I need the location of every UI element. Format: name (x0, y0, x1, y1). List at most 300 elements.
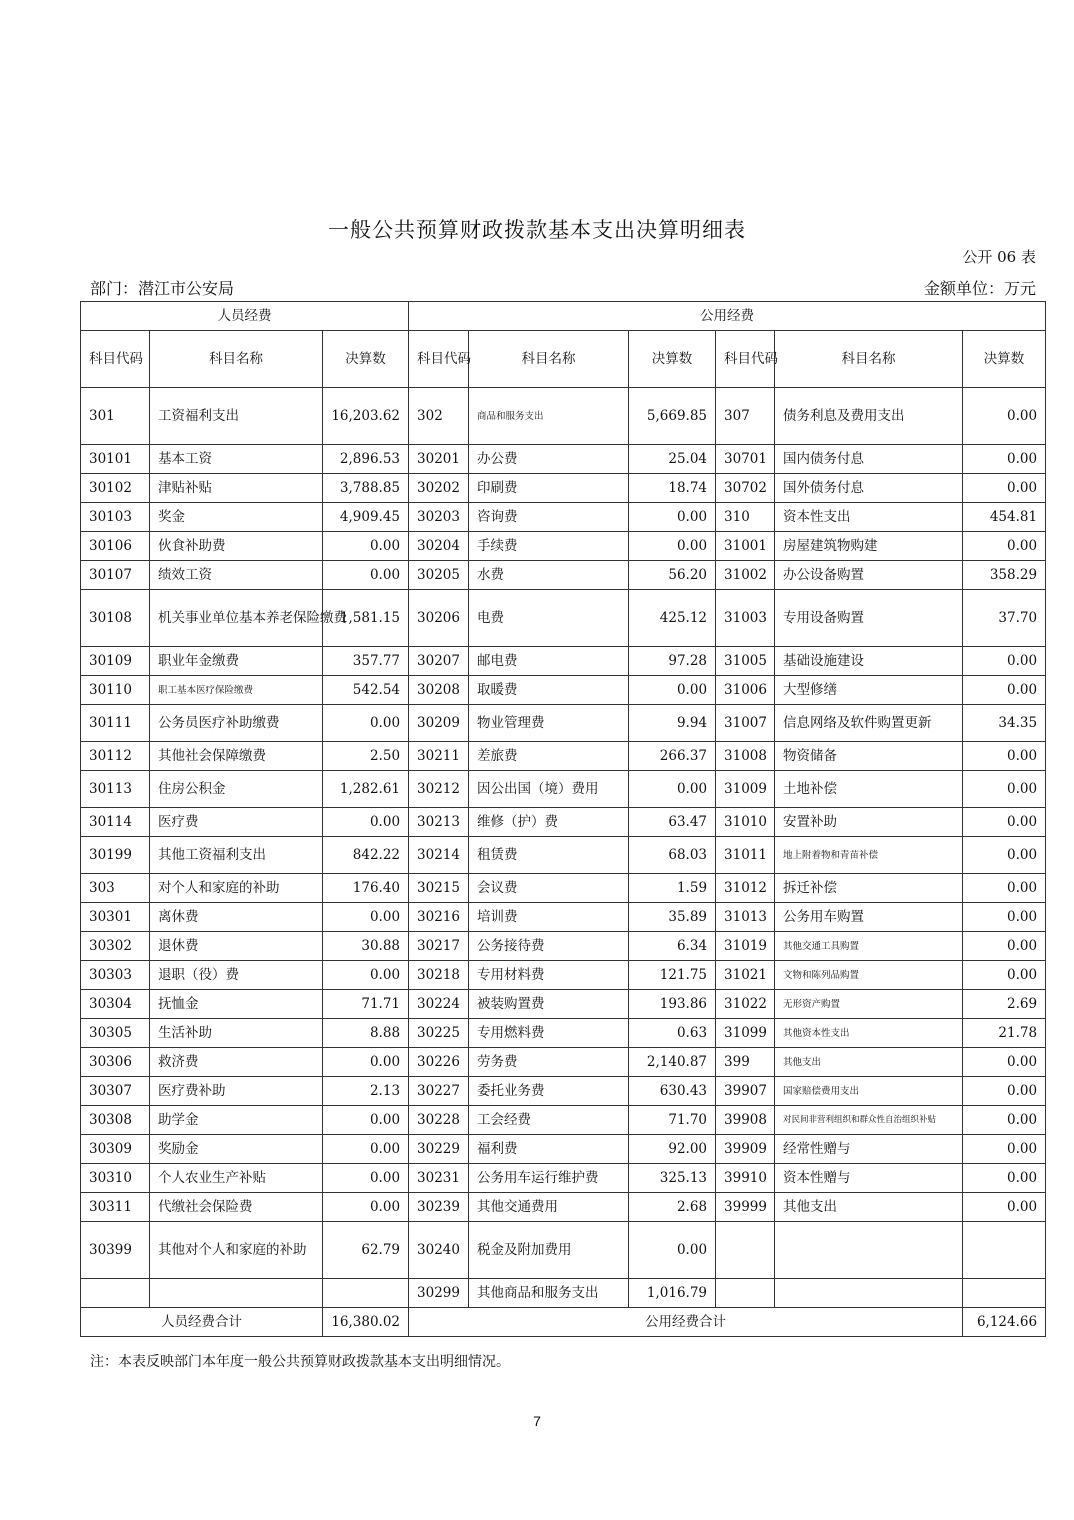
cell-name: 债务利息及费用支出 (775, 388, 963, 445)
cell-name: 职工基本医疗保险缴费 (150, 676, 323, 705)
cell-name: 信息网络及软件购置更新 (775, 705, 963, 742)
cell-name: 对个人和家庭的补助 (150, 874, 323, 903)
cell-code: 30303 (81, 961, 150, 990)
cell-code: 30306 (81, 1048, 150, 1077)
cell-amount: 0.00 (963, 808, 1046, 837)
cell-name: 专用燃料费 (469, 1019, 629, 1048)
table-row (81, 676, 1046, 705)
cell-code: 30299 (409, 1279, 469, 1308)
cell-name: 代缴社会保险费 (150, 1193, 323, 1222)
cell-amount: 0.00 (629, 532, 716, 561)
name-header: 科目名称 (150, 331, 323, 388)
cell-code: 303 (81, 874, 150, 903)
cell-name: 机关事业单位基本养老保险缴费 (150, 590, 323, 647)
cell-amount: 0.00 (323, 961, 409, 990)
cell-amount: 0.00 (323, 705, 409, 742)
cell-code: 30311 (81, 1193, 150, 1222)
expenditure-detail-table (80, 301, 1046, 1337)
cell-code: 30701 (716, 445, 775, 474)
public-total-value: 6,124.66 (963, 1308, 1046, 1337)
cell-code: 31010 (716, 808, 775, 837)
cell-name: 基本工资 (150, 445, 323, 474)
table-row (81, 1077, 1046, 1106)
cell-amount: 0.63 (629, 1019, 716, 1048)
cell-amount: 2.69 (963, 990, 1046, 1019)
cell-name: 救济费 (150, 1048, 323, 1077)
cell-amount: 0.00 (963, 1048, 1046, 1077)
cell-name: 公务用车购置 (775, 903, 963, 932)
code-header: 科目代码 (81, 331, 150, 388)
cell-name: 工会经费 (469, 1106, 629, 1135)
cell-amount: 37.70 (963, 590, 1046, 647)
code-header: 科目代码 (409, 331, 469, 388)
cell-code (716, 1279, 775, 1308)
cell-code: 399 (716, 1048, 775, 1077)
cell-code: 30101 (81, 445, 150, 474)
cell-code: 39999 (716, 1193, 775, 1222)
cell-amount: 425.12 (629, 590, 716, 647)
cell-amount: 0.00 (323, 903, 409, 932)
table-row (81, 961, 1046, 990)
table-row (81, 1019, 1046, 1048)
table-row (81, 1135, 1046, 1164)
cell-code: 30399 (81, 1222, 150, 1279)
table-row (81, 445, 1046, 474)
table-row (81, 990, 1046, 1019)
cell-code: 31006 (716, 676, 775, 705)
cell-amount: 1,581.15 (323, 590, 409, 647)
cell-name: 专用设备购置 (775, 590, 963, 647)
cell-amount: 0.00 (963, 742, 1046, 771)
cell-code: 31012 (716, 874, 775, 903)
cell-amount: 0.00 (963, 771, 1046, 808)
cell-code: 39909 (716, 1135, 775, 1164)
cell-amount: 0.00 (963, 532, 1046, 561)
cell-amount: 3,788.85 (323, 474, 409, 503)
cell-code: 30106 (81, 532, 150, 561)
cell-name: 其他交通工具购置 (775, 932, 963, 961)
cell-amount: 266.37 (629, 742, 716, 771)
table-row (81, 474, 1046, 503)
cell-amount: 0.00 (963, 1077, 1046, 1106)
cell-amount (963, 1279, 1046, 1308)
cell-name: 津贴补贴 (150, 474, 323, 503)
cell-amount: 2,140.87 (629, 1048, 716, 1077)
cell-name (150, 1279, 323, 1308)
cell-code: 30224 (409, 990, 469, 1019)
cell-amount: 71.71 (323, 990, 409, 1019)
cell-code: 30702 (716, 474, 775, 503)
cell-code: 30111 (81, 705, 150, 742)
cell-code: 30225 (409, 1019, 469, 1048)
cell-code: 30103 (81, 503, 150, 532)
cell-code: 31003 (716, 590, 775, 647)
cell-amount: 0.00 (963, 1135, 1046, 1164)
cell-name: 国家赔偿费用支出 (775, 1077, 963, 1106)
cell-name: 大型修缮 (775, 676, 963, 705)
cell-code: 30215 (409, 874, 469, 903)
cell-name: 水费 (469, 561, 629, 590)
cell-amount: 0.00 (963, 874, 1046, 903)
cell-code: 30228 (409, 1106, 469, 1135)
cell-code: 31099 (716, 1019, 775, 1048)
cell-name: 住房公积金 (150, 771, 323, 808)
cell-name: 个人农业生产补贴 (150, 1164, 323, 1193)
cell-name: 安置补助 (775, 808, 963, 837)
cell-code: 31022 (716, 990, 775, 1019)
cell-code: 30226 (409, 1048, 469, 1077)
amount-header: 决算数 (323, 331, 409, 388)
table-row (81, 705, 1046, 742)
cell-amount: 0.00 (963, 837, 1046, 874)
cell-code: 30207 (409, 647, 469, 676)
amount-header: 决算数 (629, 331, 716, 388)
cell-amount: 0.00 (323, 1106, 409, 1135)
cell-amount: 16,203.62 (323, 388, 409, 445)
cell-amount: 454.81 (963, 503, 1046, 532)
cell-code: 30112 (81, 742, 150, 771)
cell-name: 医疗费补助 (150, 1077, 323, 1106)
cell-name: 工资福利支出 (150, 388, 323, 445)
department-label: 部门：潜江市公安局 (90, 279, 235, 298)
cell-name: 其他支出 (775, 1048, 963, 1077)
cell-code: 30301 (81, 903, 150, 932)
cell-name (775, 1222, 963, 1279)
table-row (81, 874, 1046, 903)
cell-amount: 92.00 (629, 1135, 716, 1164)
cell-code: 30199 (81, 837, 150, 874)
table-row (81, 808, 1046, 837)
cell-name: 被装购置费 (469, 990, 629, 1019)
cell-code (716, 1222, 775, 1279)
cell-name: 其他支出 (775, 1193, 963, 1222)
cell-name: 奖金 (150, 503, 323, 532)
cell-amount (323, 1279, 409, 1308)
cell-code: 30302 (81, 932, 150, 961)
cell-code: 31009 (716, 771, 775, 808)
cell-amount: 71.70 (629, 1106, 716, 1135)
cell-amount: 0.00 (629, 1222, 716, 1279)
cell-name: 公务员医疗补助缴费 (150, 705, 323, 742)
cell-name: 土地补偿 (775, 771, 963, 808)
cell-name: 取暖费 (469, 676, 629, 705)
cell-code: 30109 (81, 647, 150, 676)
table-row (81, 590, 1046, 647)
cell-name: 其他交通费用 (469, 1193, 629, 1222)
cell-amount: 5,669.85 (629, 388, 716, 445)
cell-name: 国内债务付息 (775, 445, 963, 474)
cell-code: 30229 (409, 1135, 469, 1164)
unit-label: 金额单位：万元 (923, 279, 1036, 298)
cell-name: 专用材料费 (469, 961, 629, 990)
cell-code: 30208 (409, 676, 469, 705)
cell-amount: 0.00 (963, 1106, 1046, 1135)
cell-amount: 325.13 (629, 1164, 716, 1193)
table-row (81, 742, 1046, 771)
cell-amount: 8.88 (323, 1019, 409, 1048)
cell-amount: 2.50 (323, 742, 409, 771)
cell-amount: 542.54 (323, 676, 409, 705)
cell-amount: 1.59 (629, 874, 716, 903)
cell-name: 其他对个人和家庭的补助 (150, 1222, 323, 1279)
cell-amount: 842.22 (323, 837, 409, 874)
personnel-total-label: 人员经费合计 (81, 1308, 323, 1337)
cell-name: 奖励金 (150, 1135, 323, 1164)
cell-amount: 1,282.61 (323, 771, 409, 808)
cell-name: 公务用车运行维护费 (469, 1164, 629, 1193)
table-code: 公开 06 表 (962, 248, 1036, 266)
cell-amount: 0.00 (963, 1193, 1046, 1222)
cell-amount: 0.00 (963, 388, 1046, 445)
table-row (81, 903, 1046, 932)
cell-amount: 0.00 (963, 474, 1046, 503)
cell-amount (963, 1222, 1046, 1279)
cell-code: 301 (81, 388, 150, 445)
cell-name: 其他工资福利支出 (150, 837, 323, 874)
cell-name: 委托业务费 (469, 1077, 629, 1106)
cell-code: 39910 (716, 1164, 775, 1193)
cell-code: 30202 (409, 474, 469, 503)
cell-code: 302 (409, 388, 469, 445)
name-header: 科目名称 (775, 331, 963, 388)
cell-name: 离休费 (150, 903, 323, 932)
cell-code: 30309 (81, 1135, 150, 1164)
cell-name: 其他商品和服务支出 (469, 1279, 629, 1308)
cell-code: 30110 (81, 676, 150, 705)
cell-name: 拆迁补偿 (775, 874, 963, 903)
cell-code: 30212 (409, 771, 469, 808)
table-row (81, 647, 1046, 676)
cell-name: 基础设施建设 (775, 647, 963, 676)
cell-amount: 358.29 (963, 561, 1046, 590)
cell-amount: 97.28 (629, 647, 716, 676)
cell-amount: 0.00 (323, 1048, 409, 1077)
table-row (81, 1164, 1046, 1193)
cell-amount: 0.00 (963, 961, 1046, 990)
cell-amount: 4,909.45 (323, 503, 409, 532)
table-row (81, 771, 1046, 808)
cell-amount: 68.03 (629, 837, 716, 874)
cell-code: 30214 (409, 837, 469, 874)
cell-amount: 0.00 (963, 932, 1046, 961)
cell-amount: 1,016.79 (629, 1279, 716, 1308)
cell-amount: 0.00 (963, 445, 1046, 474)
cell-name: 房屋建筑物购建 (775, 532, 963, 561)
table-row (81, 1193, 1046, 1222)
cell-code: 39908 (716, 1106, 775, 1135)
cell-code: 30307 (81, 1077, 150, 1106)
cell-name: 生活补助 (150, 1019, 323, 1048)
cell-code: 30201 (409, 445, 469, 474)
table-row (81, 1048, 1046, 1077)
cell-name: 电费 (469, 590, 629, 647)
cell-code: 30310 (81, 1164, 150, 1193)
cell-amount: 0.00 (629, 771, 716, 808)
cell-amount: 630.43 (629, 1077, 716, 1106)
cell-code: 30305 (81, 1019, 150, 1048)
cell-amount: 0.00 (963, 903, 1046, 932)
cell-name: 物资储备 (775, 742, 963, 771)
cell-code: 31021 (716, 961, 775, 990)
public-total-label: 公用经费合计 (409, 1308, 963, 1337)
cell-amount: 56.20 (629, 561, 716, 590)
cell-amount: 0.00 (963, 1164, 1046, 1193)
cell-name: 物业管理费 (469, 705, 629, 742)
personnel-header: 人员经费 (81, 302, 409, 331)
cell-name: 维修（护）费 (469, 808, 629, 837)
cell-name: 商品和服务支出 (469, 388, 629, 445)
cell-amount: 0.00 (323, 561, 409, 590)
cell-code: 30102 (81, 474, 150, 503)
cell-amount: 0.00 (323, 808, 409, 837)
cell-amount: 2.13 (323, 1077, 409, 1106)
cell-code: 31008 (716, 742, 775, 771)
cell-amount: 193.86 (629, 990, 716, 1019)
cell-name: 资本性赠与 (775, 1164, 963, 1193)
cell-code: 30231 (409, 1164, 469, 1193)
table-row (81, 932, 1046, 961)
cell-code (81, 1279, 150, 1308)
cell-name: 伙食补助费 (150, 532, 323, 561)
cell-amount: 121.75 (629, 961, 716, 990)
cell-name: 办公费 (469, 445, 629, 474)
cell-code: 39907 (716, 1077, 775, 1106)
cell-name: 文物和陈列品购置 (775, 961, 963, 990)
table-row (81, 837, 1046, 874)
cell-name: 税金及附加费用 (469, 1222, 629, 1279)
personnel-total-value: 16,380.02 (323, 1308, 409, 1337)
cell-amount: 63.47 (629, 808, 716, 837)
table-row (81, 1222, 1046, 1279)
table-row (81, 503, 1046, 532)
cell-amount: 176.40 (323, 874, 409, 903)
cell-code: 30240 (409, 1222, 469, 1279)
cell-name: 国外债务付息 (775, 474, 963, 503)
cell-name: 邮电费 (469, 647, 629, 676)
page-title: 一般公共预算财政拨款基本支出决算明细表 (328, 218, 746, 242)
cell-amount: 34.35 (963, 705, 1046, 742)
cell-name: 福利费 (469, 1135, 629, 1164)
cell-name: 培训费 (469, 903, 629, 932)
cell-code: 31001 (716, 532, 775, 561)
cell-code: 30308 (81, 1106, 150, 1135)
cell-amount: 0.00 (323, 1135, 409, 1164)
cell-code: 30107 (81, 561, 150, 590)
cell-code: 30213 (409, 808, 469, 837)
cell-name: 公务接待费 (469, 932, 629, 961)
cell-name: 差旅费 (469, 742, 629, 771)
public-header: 公用经费 (409, 302, 1046, 331)
cell-code: 30216 (409, 903, 469, 932)
cell-code: 30304 (81, 990, 150, 1019)
cell-amount: 2.68 (629, 1193, 716, 1222)
cell-name: 无形资产购置 (775, 990, 963, 1019)
cell-name: 地上附着物和青苗补偿 (775, 837, 963, 874)
cell-code: 310 (716, 503, 775, 532)
cell-name (775, 1279, 963, 1308)
cell-amount: 2,896.53 (323, 445, 409, 474)
page-number: 7 (533, 1413, 541, 1429)
cell-code: 30211 (409, 742, 469, 771)
cell-code: 30206 (409, 590, 469, 647)
table-row (81, 532, 1046, 561)
table-row (81, 1279, 1046, 1308)
table-row (81, 561, 1046, 590)
cell-name: 资本性支出 (775, 503, 963, 532)
cell-amount: 0.00 (323, 532, 409, 561)
cell-code: 30227 (409, 1077, 469, 1106)
cell-amount: 0.00 (629, 676, 716, 705)
cell-amount: 0.00 (963, 676, 1046, 705)
cell-name: 医疗费 (150, 808, 323, 837)
cell-code: 30114 (81, 808, 150, 837)
cell-amount: 18.74 (629, 474, 716, 503)
cell-amount: 25.04 (629, 445, 716, 474)
cell-code: 31011 (716, 837, 775, 874)
cell-code: 31005 (716, 647, 775, 676)
cell-name: 劳务费 (469, 1048, 629, 1077)
cell-code: 30217 (409, 932, 469, 961)
table-row (81, 388, 1046, 445)
cell-name: 因公出国（境）费用 (469, 771, 629, 808)
cell-name: 助学金 (150, 1106, 323, 1135)
cell-code: 30239 (409, 1193, 469, 1222)
cell-name: 抚恤金 (150, 990, 323, 1019)
cell-name: 对民间非营利组织和群众性自治组织补贴 (775, 1106, 963, 1135)
cell-name: 其他社会保障缴费 (150, 742, 323, 771)
cell-name: 其他资本性支出 (775, 1019, 963, 1048)
cell-code: 30108 (81, 590, 150, 647)
code-header: 科目代码 (716, 331, 775, 388)
cell-amount: 6.34 (629, 932, 716, 961)
cell-code: 307 (716, 388, 775, 445)
cell-amount: 357.77 (323, 647, 409, 676)
cell-amount: 0.00 (963, 647, 1046, 676)
cell-name: 会议费 (469, 874, 629, 903)
cell-code: 30205 (409, 561, 469, 590)
cell-name: 绩效工资 (150, 561, 323, 590)
cell-name: 职业年金缴费 (150, 647, 323, 676)
cell-code: 31019 (716, 932, 775, 961)
cell-name: 印刷费 (469, 474, 629, 503)
cell-name: 退职（役）费 (150, 961, 323, 990)
cell-code: 31007 (716, 705, 775, 742)
cell-name: 退休费 (150, 932, 323, 961)
cell-name: 咨询费 (469, 503, 629, 532)
cell-name: 租赁费 (469, 837, 629, 874)
cell-amount: 0.00 (323, 1164, 409, 1193)
cell-amount: 0.00 (323, 1193, 409, 1222)
cell-amount: 30.88 (323, 932, 409, 961)
cell-code: 31013 (716, 903, 775, 932)
cell-amount: 62.79 (323, 1222, 409, 1279)
cell-code: 31002 (716, 561, 775, 590)
cell-name: 经常性赠与 (775, 1135, 963, 1164)
cell-name: 办公设备购置 (775, 561, 963, 590)
cell-code: 30218 (409, 961, 469, 990)
name-header: 科目名称 (469, 331, 629, 388)
cell-code: 30204 (409, 532, 469, 561)
table-row (81, 1106, 1046, 1135)
cell-amount: 9.94 (629, 705, 716, 742)
cell-amount: 21.78 (963, 1019, 1046, 1048)
cell-amount: 35.89 (629, 903, 716, 932)
footnote: 注：本表反映部门本年度一般公共预算财政拨款基本支出明细情况。 (90, 1354, 510, 1370)
cell-amount: 0.00 (629, 503, 716, 532)
cell-code: 30203 (409, 503, 469, 532)
cell-name: 手续费 (469, 532, 629, 561)
cell-code: 30209 (409, 705, 469, 742)
